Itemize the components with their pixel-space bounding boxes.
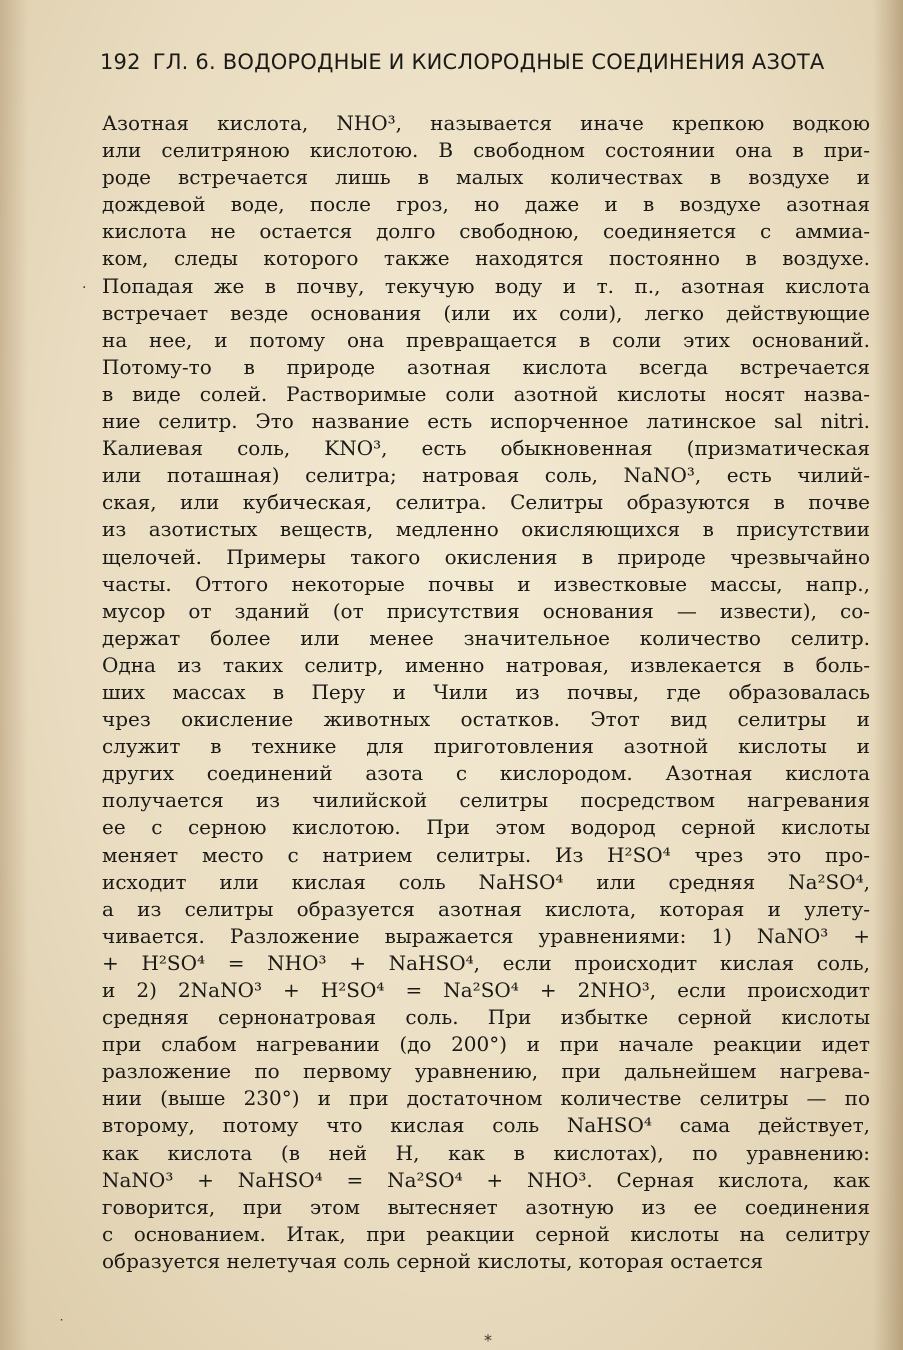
body-text xyxy=(102,110,870,1275)
text-line: часты. Оттого некоторые почвы и известковые массы, напр., xyxy=(102,571,870,596)
text-line: при слабом нагревании (до 200°) и при начале реакции идет xyxy=(102,1032,870,1057)
text-line: а из селитры образуется азотная кислота, которая и улету- xyxy=(102,896,870,921)
text-line: ших массах в Перу и Чили из почвы, где образовалась xyxy=(102,679,870,704)
text-line: как кислота (в ней H, как в кислотах), по уравнению: xyxy=(102,1140,870,1165)
chapter-title: ГЛ. 6. ВОДОРОДНЫЕ И КИСЛОРОДНЫЕ СОЕДИНЕНИЯ АЗОТА xyxy=(152,50,825,74)
text-line: ее с серною кислотою. При этом водород серной кислоты xyxy=(102,815,870,840)
text-line: Калиевая соль, KNO³, есть обыкновенная (призматическая xyxy=(102,436,870,461)
text-line: Потому-то в природе азотная кислота всегда встречается xyxy=(102,354,870,379)
text-line: служит в технике для приготовления азотной кислоты и xyxy=(102,734,870,759)
text-line: ние селитр. Это название есть испорченное латинское sal nitri. xyxy=(102,409,870,434)
text-line: мусор от зданий (от присутствия основания — извести), со- xyxy=(102,598,870,623)
ink-speck: ⁎ xyxy=(484,1326,492,1345)
text-line: ком, следы которого также находятся постоянно в воздухе. xyxy=(102,246,870,271)
text-line: исходит или кислая соль NaHSO⁴ или средняя Na²SO⁴, xyxy=(102,869,870,894)
text-line: Попадая же в почву, текучую воду и т. п., азотная кислота xyxy=(102,273,870,298)
text-line: разложение по первому уравнению, при дальнейшем нагрева- xyxy=(102,1059,870,1084)
text-line: + H²SO⁴ = NHO³ + NaHSO⁴, если происходит кислая соль, xyxy=(102,950,870,975)
ink-speck: ˙ xyxy=(58,1318,65,1334)
text-line: ская, или кубическая, селитра. Селитры образуются в почве xyxy=(102,490,870,515)
text-line: образуется нелетучая соль серной кислоты, которая остается xyxy=(102,1248,764,1273)
text-line: нии (выше 230°) и при достаточном количестве селитры — по xyxy=(102,1086,870,1111)
text-line: получается из чилийской селитры посредством нагревания xyxy=(102,788,870,813)
text-line: дождевой воде, после гроз, но даже и в воздухе азотная xyxy=(102,192,870,217)
text-line: NaNO³ + NaHSO⁴ = Na²SO⁴ + NHO³. Серная кислота, как xyxy=(102,1167,870,1192)
text-line: встречает везде основания (или их соли), легко действующие xyxy=(102,300,870,325)
text-line: щелочей. Примеры такого окисления в природе чрезвычайно xyxy=(102,544,870,569)
page-shadow-right xyxy=(873,0,903,1350)
page-number: 192 xyxy=(100,50,141,74)
text-line: Азотная кислота, NHO³, называется иначе крепкою водкою xyxy=(102,111,870,135)
text-line: или поташная) селитра; натровая соль, NaNO³, есть чилий- xyxy=(102,463,870,488)
text-line: средняя сернонатровая соль. При избытке серной кислоты xyxy=(102,1005,870,1030)
text-line: или селитряною кислотою. В свободном состоянии она в при- xyxy=(102,138,870,163)
running-head xyxy=(100,50,870,74)
text-line: других соединений азота с кислородом. Азотная кислота xyxy=(102,761,870,786)
text-line: роде встречается лишь в малых количествах в воздухе и xyxy=(102,165,870,190)
text-line: из азотистых веществ, медленно окисляющихся в присутствии xyxy=(102,517,870,542)
text-line: и 2) 2NaNO³ + H²SO⁴ = Na²SO⁴ + 2NHO³, если происходит xyxy=(102,978,870,1002)
text-line: Одна из таких селитр, именно натровая, извлекается в боль- xyxy=(102,652,870,677)
text-line: в виде солей. Растворимые соли азотной кислоты носят назва- xyxy=(102,381,870,406)
text-line: меняет место с натрием селитры. Из H²SO⁴ чрез это про- xyxy=(102,842,870,867)
text-line: с основанием. Итак, при реакции серной кислоты на селитру xyxy=(102,1221,870,1246)
text-line: на нее, и потому она превращается в соли этих оснований. xyxy=(102,327,870,352)
text-line: держат более или менее значительное количество селитр. xyxy=(102,625,870,650)
page-shadow-left xyxy=(0,0,28,1350)
text-line: чрез окисление животных остатков. Этот вид селитры и xyxy=(102,707,870,732)
text-line: говорится, при этом вытесняет азотную из ее соединения xyxy=(102,1194,870,1219)
text-line: второму, потому что кислая соль NaHSO⁴ сама действует, xyxy=(102,1113,870,1138)
text-line: кислота не остается долго свободною, соединяется с аммиа- xyxy=(102,219,870,244)
ink-speck: · xyxy=(82,280,87,296)
text-line: чивается. Разложение выражается уравнениями: 1) NaNO³ + xyxy=(102,923,870,948)
